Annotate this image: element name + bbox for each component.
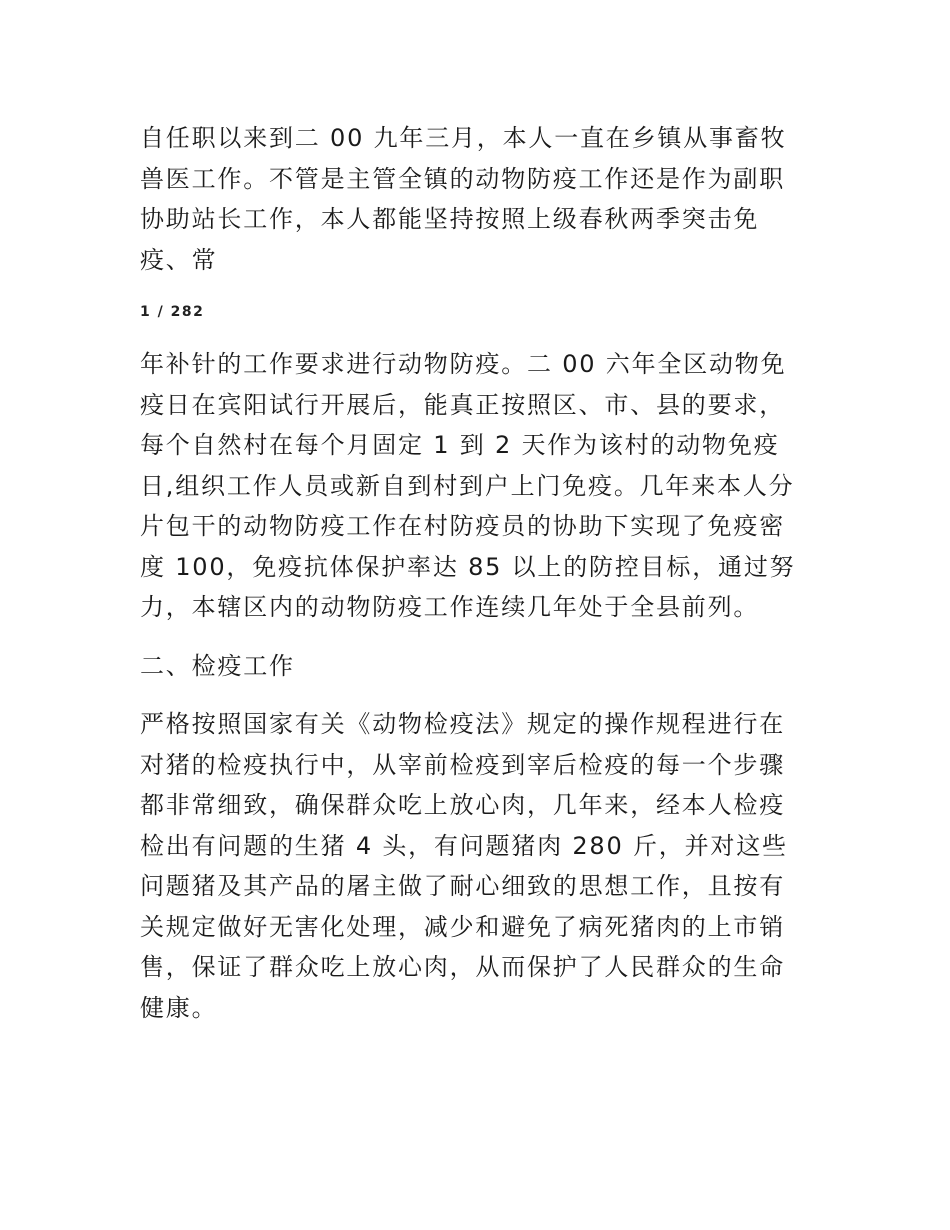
page-number: 1 / 282 — [140, 304, 205, 320]
paragraph-quarantine: 严格按照国家有关《动物检疫法》规定的操作规程进行在对猪的检疫执行中，从宰前检疫到宰后检疫的每一个步骤都非常细致，确保群众吃上放心肉，几年来，经本人检疫检出有问题的生猪 4 头，有问题猪肉 280 斤，并对这些问题猪及其产品的屠主做了耐心细致的思想工作，且按有关规定做好无害化处理，减少和避免了病死猪肉的上市销售，保证了群众吃上放心肉，从而保护了人民群众的生命健康。 — [140, 710, 788, 1022]
paragraph-intro: 自任职以来到二 00 九年三月，本人一直在乡镇从事畜牧兽医工作。不管是主管全镇的动物防疫工作还是作为副职协助站长工作，本人都能坚持按照上级春秋两季突击免疫、常 — [140, 124, 787, 274]
paragraph-immunization: 年补针的工作要求进行动物防疫。二 00 六年全区动物免疫日在宾阳试行开展后，能真正按照区、市、县的要求，每个自然村在每个月固定 1 到 2 天作为该村的动物免疫日,组织工作人员或新自到村到户上门免疫。几年来本人分片包干的动物防疫工作在村防疫员的协助下实现了免疫密度 100，免疫抗体保护率达 85 以上的防控目标，通过努力，本辖区内的动物防疫工作连续几年处于全县前列。 — [140, 350, 796, 621]
document-body — [140, 118, 810, 1028]
section-heading-quarantine: 二、检疫工作 — [140, 651, 295, 680]
